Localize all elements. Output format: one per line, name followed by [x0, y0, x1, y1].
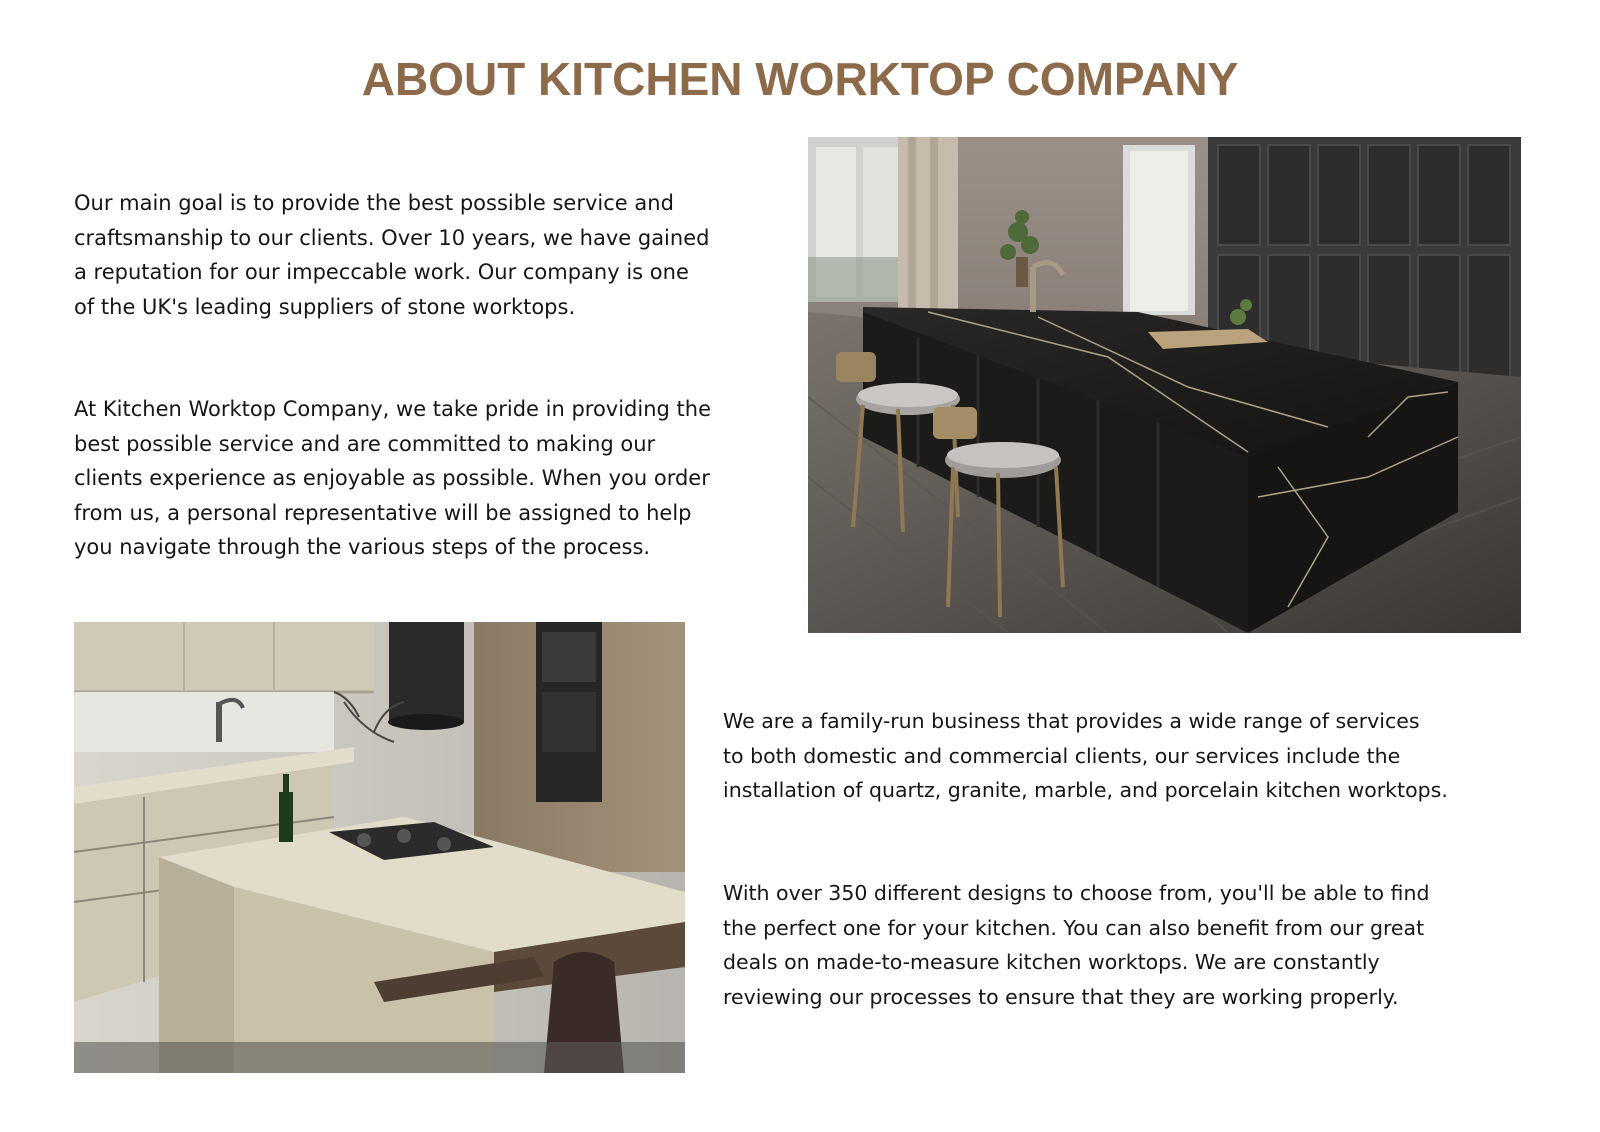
designs-paragraph: With over 350 different designs to choose from, you'll be able to find the perfect one for your kitchen. You can also benefit from our great deals on made-to-measure kitchen worktops. We are constantly reviewing our processes to ensure that they are working properly. [723, 881, 1430, 1009]
intro-paragraph: Our main goal is to provide the best possible service and craftsmanship to our clients. Over 10 years, we have gained a reputation for our impeccable work. Our company is one of the UK's leading suppliers of stone worktops. [74, 191, 710, 319]
black-marble-island-photo [808, 137, 1521, 633]
page-title: ABOUT KITCHEN WORKTOP COMPANY [361, 53, 1239, 105]
family-business-paragraph: We are a family-run business that provides a wide range of services to both domestic and commercial clients, our services include the installation of quartz, granite, marble, and porcelain kitchen worktops. [723, 709, 1448, 802]
cream-quartz-kitchen-photo [74, 622, 685, 1073]
service-paragraph: At Kitchen Worktop Company, we take pride in providing the best possible service and are committed to making our clients experience as enjoyable as possible. When you order from us, a personal representative will be assigned to help you navigate through the various steps of the process. [74, 397, 712, 559]
